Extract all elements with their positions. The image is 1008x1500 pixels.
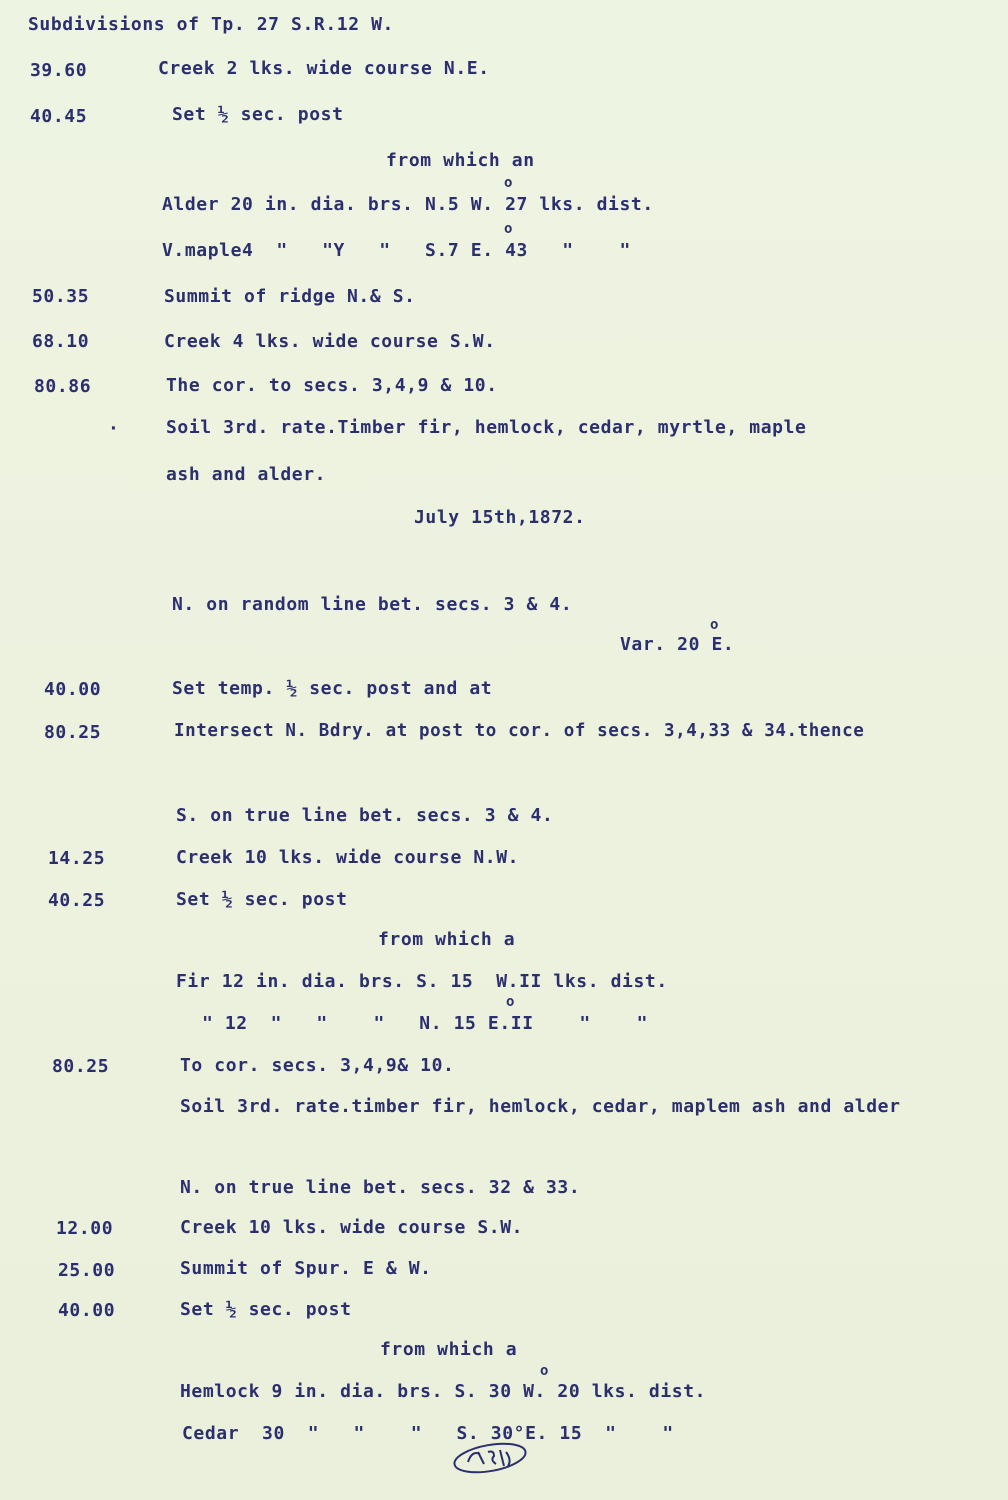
degree-mark: o [504, 175, 514, 191]
note-line: Hemlock 9 in. dia. brs. S. 30 W. 20 lks. dist. [180, 1381, 707, 1402]
date-line: July 15th,1872. [414, 507, 586, 528]
distance-label: 12.00 [56, 1218, 114, 1239]
distance-label: 80.86 [34, 376, 92, 397]
distance-label: 80.25 [44, 722, 102, 743]
note-line: Fir 12 in. dia. brs. S. 15 W.II lks. dist. [176, 971, 668, 992]
distance-label: 80.25 [52, 1056, 110, 1077]
note-line: Set ½ sec. post [176, 889, 348, 910]
note-line: Cedar 30 " " " S. 30°E. 15 " " [182, 1423, 674, 1444]
note-line: Creek 4 lks. wide course S.W. [164, 331, 496, 352]
note-line: Soil 3rd. rate.timber fir, hemlock, cedar, maplem ash and alder [180, 1096, 901, 1117]
degree-mark: o [506, 994, 516, 1010]
note-line: S. on true line bet. secs. 3 & 4. [176, 805, 554, 826]
distance-label: 50.35 [32, 286, 90, 307]
note-line: Set temp. ½ sec. post and at [172, 678, 493, 699]
note-line: ash and alder. [166, 464, 327, 485]
note-line: Summit of Spur. E & W. [180, 1258, 432, 1279]
distance-label: 14.25 [48, 848, 106, 869]
note-line: from which a [378, 929, 516, 950]
note-line: Summit of ridge N.& S. [164, 286, 416, 307]
note-line: Intersect N. Bdry. at post to cor. of secs. 3,4,33 & 34.thence [174, 721, 865, 741]
page-header: Subdivisions of Tp. 27 S.R.12 W. [28, 14, 394, 35]
note-line: from which an [386, 150, 535, 171]
distance-label: 39.60 [30, 60, 88, 81]
distance-label: 40.45 [30, 106, 88, 127]
note-line: The cor. to secs. 3,4,9 & 10. [166, 375, 498, 396]
distance-label: 40.00 [58, 1300, 116, 1321]
note-line: Set ½ sec. post [180, 1299, 352, 1320]
note-line: Creek 10 lks. wide course S.W. [180, 1217, 524, 1238]
note-line: Set ½ sec. post [172, 104, 344, 125]
distance-label: 25.00 [58, 1260, 116, 1281]
degree-mark: o [504, 221, 514, 237]
note-line: " 12 " " " N. 15 E.II " " [202, 1013, 649, 1034]
distance-label: 40.00 [44, 679, 102, 700]
note-line: Soil 3rd. rate.Timber fir, hemlock, cedar, myrtle, maple [166, 417, 807, 438]
handwritten-stamp [450, 1440, 530, 1476]
note-line: Creek 2 lks. wide course N.E. [158, 58, 490, 79]
note-line: Alder 20 in. dia. brs. N.5 W. 27 lks. dist. [162, 194, 654, 215]
note-line: Var. 20 E. [620, 634, 735, 655]
distance-label: 40.25 [48, 890, 106, 911]
distance-label: 68.10 [32, 331, 90, 352]
note-line: Creek 10 lks. wide course N.W. [176, 847, 520, 868]
note-line: To cor. secs. 3,4,9& 10. [180, 1055, 455, 1076]
note-line: N. on true line bet. secs. 32 & 33. [180, 1177, 581, 1198]
degree-mark: o [710, 617, 720, 633]
note-line: N. on random line bet. secs. 3 & 4. [172, 594, 573, 615]
bullet-mark: · [108, 418, 120, 439]
note-line: V.maple4 " "Y " S.7 E. 43 " " [162, 240, 631, 261]
degree-mark: o [540, 1363, 550, 1379]
note-line: from which a [380, 1339, 518, 1360]
